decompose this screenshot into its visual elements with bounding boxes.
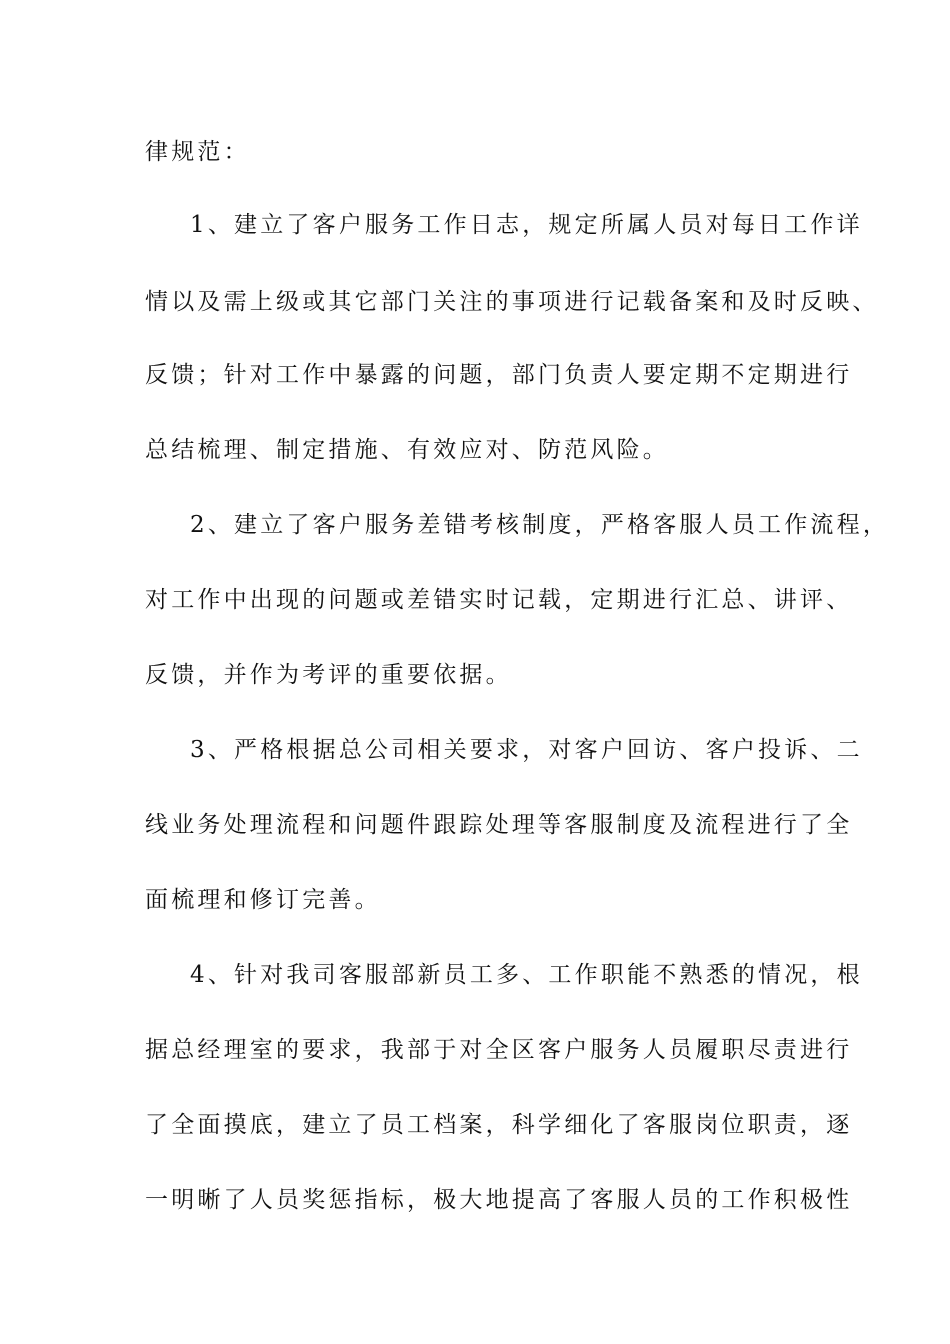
text-line: 律规范： (145, 139, 250, 165)
text-line: 一明晰了人员奖惩指标，极大地提高了客服人员的工作积极性 (145, 1187, 853, 1213)
text-line: 对工作中出现的问题或差错实时记载，定期进行汇总、讲评、 (145, 587, 853, 613)
text-line: 了全面摸底，建立了员工档案，科学细化了客服岗位职责，逐 (145, 1112, 853, 1138)
text-line: 总结梳理、制定措施、有效应对、防范风险。 (145, 437, 669, 463)
text-line: 据总经理室的要求，我部于对全区客户服务人员履职尽责进行 (145, 1037, 853, 1063)
paragraph-2-line: 2、建立了客户服务差错考核制度，严格客服人员工作流程， (190, 512, 890, 538)
paragraph-4-line: 4、针对我司客服部新员工多、工作职能不熟悉的情况，根 (190, 962, 863, 988)
paragraph-1-line: 1、建立了客户服务工作日志，规定所属人员对每日工作详 (190, 212, 863, 238)
text-line: 线业务处理流程和问题件跟踪处理等客服制度及流程进行了全 (145, 812, 853, 838)
paragraph-3-line: 3、严格根据总公司相关要求，对客户回访、客户投诉、二 (190, 737, 863, 763)
text-line: 情以及需上级或其它部门关注的事项进行记载备案和及时反映、 (145, 289, 879, 315)
text-line: 反馈，并作为考评的重要依据。 (145, 662, 512, 688)
text-line: 反馈；针对工作中暴露的问题，部门负责人要定期不定期进行 (145, 362, 853, 388)
text-line: 面梳理和修订完善。 (145, 887, 381, 913)
